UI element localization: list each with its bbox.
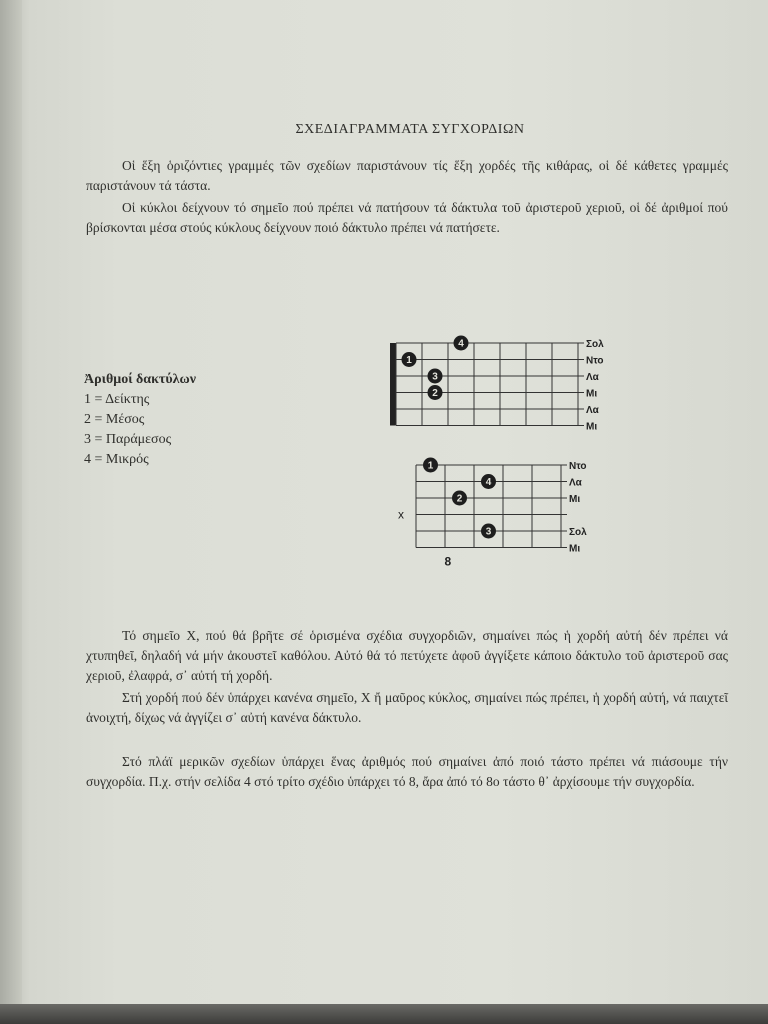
string-label: Λα bbox=[569, 477, 582, 489]
string-label: Λα bbox=[586, 405, 599, 416]
legend-item-1: 1 = Δείκτης bbox=[84, 392, 150, 407]
finger-number: 3 bbox=[432, 371, 438, 383]
intro-paragraph-1-text: Οἱ ἕξη ὁριζόντιες γραμμές τῶν σχεδίων παριστάνουν τίς ἕξη χορδές τῆς κιθάρας, οἱ δέ κάθετες γραμμές παριστάνουν τά τάστα. bbox=[86, 158, 728, 193]
finger-number: 4 bbox=[458, 338, 464, 350]
finger-number: 1 bbox=[406, 355, 412, 366]
chord-diagram-2 bbox=[392, 452, 612, 567]
page-bottom-edge bbox=[0, 1004, 768, 1024]
legend-item-4: 4 = Μικρός bbox=[84, 452, 149, 467]
nut-bar bbox=[390, 343, 396, 426]
body-paragraph-3-text: Στό πλάϊ μερικῶν σχεδίων ὑπάρχει ἕνας ἀριθμός πού σημαίνει ἀπό ποιό τάστο πρέπει νά πιάσουμε τήν συγχορδία. Π.χ. στήν σελίδα 4 στό τρίτο σχέδιο ὑπάρχει τό 8, ἄρα ἀπό τό 8ο τάστο θ᾽ ἀρχίσουμε τήν συγχορδία. bbox=[86, 754, 728, 789]
string-label: Μι bbox=[569, 494, 581, 505]
string-label: Σολ bbox=[569, 527, 587, 538]
finger-number: 2 bbox=[456, 493, 463, 505]
string-label: Σολ bbox=[586, 339, 604, 350]
intro-paragraph-1 bbox=[86, 156, 728, 196]
legend-item-2: 2 = Μέσος bbox=[84, 412, 145, 427]
fret-position-number: 8 bbox=[444, 554, 452, 569]
finger-number: 2 bbox=[432, 388, 438, 399]
intro-paragraph-2-text: Οἱ κύκλοι δείχνουν τό σημεῖο πού πρέπει νά πατήσουν τά δάκτυλα τοῦ ἀριστεροῦ χεριοῦ, οἱ δέ ἀριθμοί πού βρίσκονται μέσα στούς κύκλους δείχνουν ποιό δάκτυλο πρέπει νά πατήσετε. bbox=[86, 200, 728, 235]
body-paragraph-3 bbox=[86, 752, 728, 792]
string-label: Μι bbox=[586, 388, 598, 400]
body-paragraph-1-text: Τό σημεῖο Χ, πού θά βρῆτε σέ ὁρισμένα σχέδια συγχορδιῶν, σημαίνει πώς ἡ χορδή αὐτή δέν πρέπει νά χτυπηθεῖ, δηλαδή νά μήν ἀκουστεῖ καθόλου. Αὐτό θά τό πετύχετε ἀφοῦ ἀγγίξετε κάποιο δάκτυλο τοῦ ἀριστεροῦ σας χεριοῦ, ἐλαφρά, σ᾽ αὐτή τή χορδή. bbox=[86, 628, 728, 683]
finger-number: 3 bbox=[485, 526, 492, 538]
book-spine-shadow bbox=[0, 0, 22, 1024]
string-label: Μι bbox=[586, 421, 598, 433]
string-label: Μι bbox=[569, 543, 581, 555]
page-title: ΣΧΕΔΙΑΓΡΑΜΜΑΤΑ ΣΥΓΧΟΡΔΙΩΝ bbox=[295, 122, 525, 137]
legend-item-3: 3 = Παράμεσος bbox=[84, 432, 172, 447]
legend-title: Ἀριθμοί δακτύλων bbox=[84, 372, 196, 387]
chord-diagram-1 bbox=[386, 334, 611, 434]
body-paragraph-2-text: Στή χορδή πού δέν ὑπάρχει κανένα σημεῖο, Χ ἤ μαῦρος κύκλος, σημαίνει πώς πρέπει, ἡ χορδή αὐτή, νά παιχτεῖ ἀνοιχτή, δίχως νά ἀγγίζει σ᾽ αὐτή κανένα δάκτυλο. bbox=[86, 690, 728, 725]
body-paragraph-1 bbox=[86, 626, 728, 686]
string-label: Λα bbox=[586, 372, 599, 383]
intro-paragraph-2 bbox=[86, 198, 728, 238]
string-label: Ντο bbox=[586, 355, 604, 367]
finger-number: 1 bbox=[427, 460, 434, 472]
muted-string-marker: x bbox=[398, 507, 404, 522]
finger-legend bbox=[84, 370, 196, 470]
body-paragraph-2 bbox=[86, 688, 728, 728]
string-label: Ντο bbox=[569, 461, 587, 472]
finger-number: 4 bbox=[485, 477, 492, 488]
